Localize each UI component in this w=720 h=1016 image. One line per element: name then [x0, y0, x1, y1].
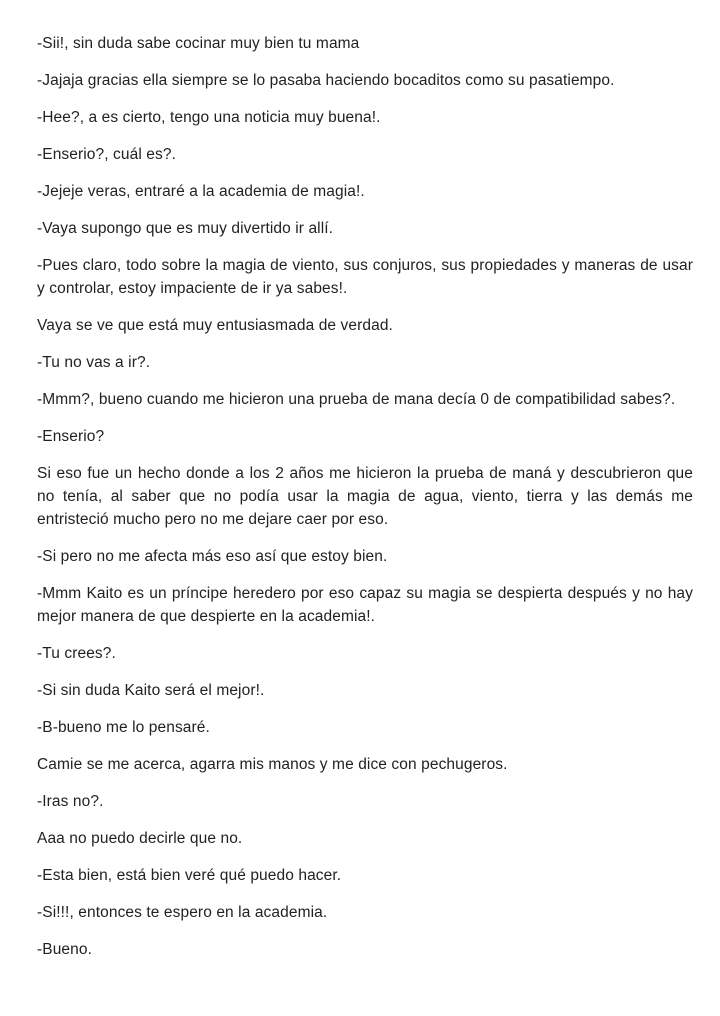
paragraph: -Enserio?: [37, 428, 105, 445]
paragraph: -Vaya supongo que es muy divertido ir allí.: [37, 220, 334, 237]
paragraph: -Mmm Kaito es un príncipe heredero por eso capaz su magia se despierta después y no hay mejor manera de que despierte en la academia!.: [37, 585, 693, 625]
paragraph: -Hee?, a es cierto, tengo una noticia muy buena!.: [37, 109, 381, 126]
document-page: [37, 32, 693, 975]
paragraph: -Iras no?.: [37, 793, 104, 810]
paragraph: -Tu crees?.: [37, 645, 116, 662]
paragraph: -Pues claro, todo sobre la magia de viento, sus conjuros, sus propiedades y maneras de usar y controlar, estoy impaciente de ir ya sabes!.: [37, 257, 693, 297]
paragraph: -Enserio?, cuál es?.: [37, 146, 176, 163]
paragraph: -Jejeje veras, entraré a la academia de magia!.: [37, 183, 365, 200]
paragraph: -Sii!, sin duda sabe cocinar muy bien tu mama: [37, 35, 360, 52]
paragraph: -Si sin duda Kaito será el mejor!.: [37, 682, 265, 699]
paragraph: Aaa no puedo decirle que no.: [37, 830, 243, 847]
paragraph: -Bueno.: [37, 941, 92, 958]
paragraph: -Mmm?, bueno cuando me hicieron una prueba de mana decía 0 de compatibilidad sabes?.: [37, 391, 676, 408]
paragraph: Camie se me acerca, agarra mis manos y me dice con pechugeros.: [37, 756, 508, 773]
paragraph: -Si pero no me afecta más eso así que estoy bien.: [37, 548, 388, 565]
paragraph: -Tu no vas a ir?.: [37, 354, 151, 371]
paragraph: Vaya se ve que está muy entusiasmada de verdad.: [37, 317, 393, 334]
paragraph: -B-bueno me lo pensaré.: [37, 719, 210, 736]
paragraph: Si eso fue un hecho donde a los 2 años me hicieron la prueba de maná y descubrieron que no tenía, al saber que no podía usar la magia de agua, viento, tierra y las demás me entristeció mucho pero no me dejare caer por eso.: [37, 465, 693, 528]
paragraph: -Jajaja gracias ella siempre se lo pasaba haciendo bocaditos como su pasatiempo.: [37, 72, 615, 89]
paragraph: -Si!!!, entonces te espero en la academia.: [37, 904, 328, 921]
paragraph: -Esta bien, está bien veré qué puedo hacer.: [37, 867, 342, 884]
